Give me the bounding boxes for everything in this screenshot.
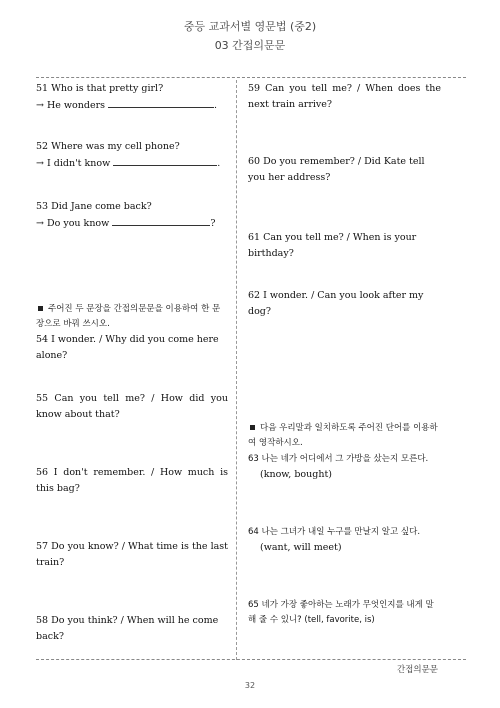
- question-60: [248, 154, 441, 185]
- instruction-right-text: 다음 우리말과 일치하도록 주어진 단어를 이용하여 영작하시오.: [248, 423, 438, 448]
- instruction-right: [248, 421, 441, 451]
- question-64-hint: (want, will meet): [260, 542, 342, 553]
- page-title: 중등 교과서별 영문법 (중2): [183, 20, 317, 33]
- question-56-text: 56 I don't remember. / How much is this bag?: [36, 467, 228, 494]
- square-bullet-icon: [38, 306, 43, 311]
- question-53-prompt: → Do you know: [36, 217, 110, 229]
- question-51-end: .: [214, 99, 218, 111]
- question-63: [248, 452, 441, 482]
- question-53-text: 53 Did Jane come back?: [36, 201, 152, 212]
- question-53-end: ?: [210, 217, 216, 229]
- question-55-text: 55 Can you tell me? / How did you know about that?: [36, 393, 228, 420]
- answer-blank-53[interactable]: [112, 215, 210, 226]
- square-bullet-icon: [250, 425, 255, 430]
- bottom-divider: [36, 659, 466, 660]
- question-57-text: 57 Do you know? / What time is the last train?: [36, 541, 228, 568]
- question-52-end: .: [217, 157, 221, 169]
- question-52: [36, 139, 228, 171]
- question-64-text: 64 나는 그녀가 내일 누구를 만날지 알고 싶다.: [248, 527, 421, 537]
- answer-blank-51[interactable]: [108, 97, 214, 108]
- instruction-left-text: 주어진 두 문장을 간접의문문을 이용하여 한 문장으로 바꿔 쓰시오.: [36, 304, 221, 329]
- section-subtitle: 03 간접의문문: [214, 39, 286, 52]
- question-59: [248, 81, 441, 112]
- question-51-prompt: → He wonders: [36, 99, 105, 111]
- question-64: [248, 525, 441, 555]
- question-58: [36, 613, 228, 644]
- instruction-left: [36, 302, 228, 332]
- page-number: 32: [244, 681, 256, 690]
- question-55: [36, 391, 228, 422]
- question-62: [248, 288, 441, 319]
- question-56: [36, 465, 228, 496]
- question-52-prompt: → I didn't know: [36, 157, 111, 169]
- question-63-hint: (know, bought): [260, 469, 332, 480]
- question-54-text: 54 I wonder. / Why did you come here alone?: [36, 334, 219, 361]
- question-51-text: 51 Who is that pretty girl?: [36, 83, 164, 94]
- question-63-text: 63 나는 네가 어디에서 그 가방을 샀는지 모른다.: [248, 454, 429, 464]
- question-60-text: 60 Do you remember? / Did Kate tell you her address?: [248, 156, 425, 183]
- column-divider: [236, 80, 237, 660]
- question-59-text: 59 Can you tell me? / When does the next train arrive?: [248, 83, 441, 110]
- question-58-text: 58 Do you think? / When will he come back?: [36, 615, 219, 642]
- question-62-text: 62 I wonder. / Can you look after my dog?: [248, 290, 424, 317]
- question-54: [36, 332, 228, 363]
- footer-section-label: 간접의문문: [396, 665, 438, 675]
- question-52-text: 52 Where was my cell phone?: [36, 141, 180, 152]
- answer-blank-52[interactable]: [113, 155, 217, 166]
- question-65-text: 65 네가 가장 좋아하는 노래가 무엇인지를 내게 말해 줄 수 있니? (tell, favorite, is): [248, 600, 434, 625]
- top-divider: [36, 77, 466, 78]
- question-61: [248, 230, 441, 261]
- question-57: [36, 539, 228, 570]
- question-51: [36, 81, 228, 113]
- question-53: [36, 199, 228, 231]
- question-65: [248, 598, 441, 628]
- question-61-text: 61 Can you tell me? / When is your birthday?: [248, 232, 417, 259]
